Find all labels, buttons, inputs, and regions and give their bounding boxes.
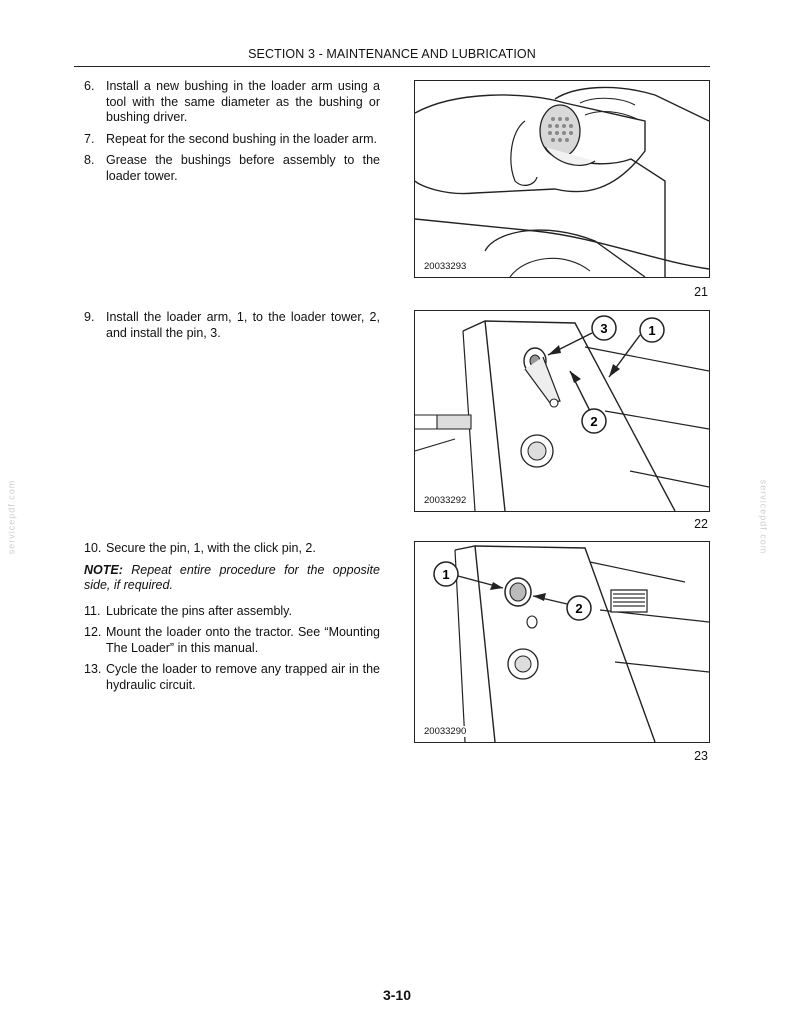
step-10: 10. Secure the pin, 1, with the click pin, 2. <box>84 541 316 555</box>
figure-22-callouts <box>415 311 709 511</box>
figure-23-code: 20033290 <box>424 726 467 737</box>
steps-block-a <box>84 79 380 190</box>
figure-23-callouts <box>415 542 709 742</box>
callout-1: 1 <box>442 567 450 582</box>
header-rule <box>74 66 710 67</box>
note <box>84 563 380 594</box>
step-7: 7. Repeat for the second bushing in the loader arm. <box>84 131 378 146</box>
steps-block-c <box>84 541 380 699</box>
figure-23-number: 23 <box>694 749 708 763</box>
step-9: 9. Install the loader arm, 1, to the loader tower, 2, and install the pin, 3. <box>84 310 380 340</box>
step-12: 12. Mount the loader onto the tractor. See “Mounting The Loader” in this manual. <box>84 625 380 655</box>
callout-1: 1 <box>648 323 656 338</box>
step-6: 6. Install a new bushing in the loader arm using a tool with the same diameter as the bushing or bushing driver. <box>84 79 380 124</box>
watermark-right: servicepdf.com <box>758 479 769 555</box>
figure-22-code: 20033292 <box>424 495 467 506</box>
bushing-install-drawing <box>415 81 709 277</box>
watermark-left: servicepdf.com <box>6 479 17 555</box>
figure-22-number: 22 <box>694 517 708 531</box>
callout-2: 2 <box>590 414 598 429</box>
figure-21-number: 21 <box>694 285 708 299</box>
figure-21-illustration <box>414 80 710 278</box>
note-label: NOTE: <box>84 562 123 577</box>
figure-23-illustration <box>414 541 710 743</box>
callout-3: 3 <box>600 321 608 336</box>
note-text: Repeat entire procedure for the opposite side, if required. <box>84 562 380 592</box>
section-header: SECTION 3 - MAINTENANCE AND LUBRICATION <box>248 47 536 61</box>
steps-block-b <box>84 310 380 347</box>
figure-22-illustration <box>414 310 710 512</box>
callout-2: 2 <box>575 601 583 616</box>
step-11: 11. Lubricate the pins after assembly. <box>84 603 292 618</box>
step-13: 13. Cycle the loader to remove any trapped air in the hydraulic circuit. <box>84 662 380 692</box>
page-number: 3-10 <box>382 987 412 1003</box>
step-8: 8. Grease the bushings before assembly to the loader tower. <box>84 153 380 183</box>
figure-21-code: 20033293 <box>424 261 467 272</box>
